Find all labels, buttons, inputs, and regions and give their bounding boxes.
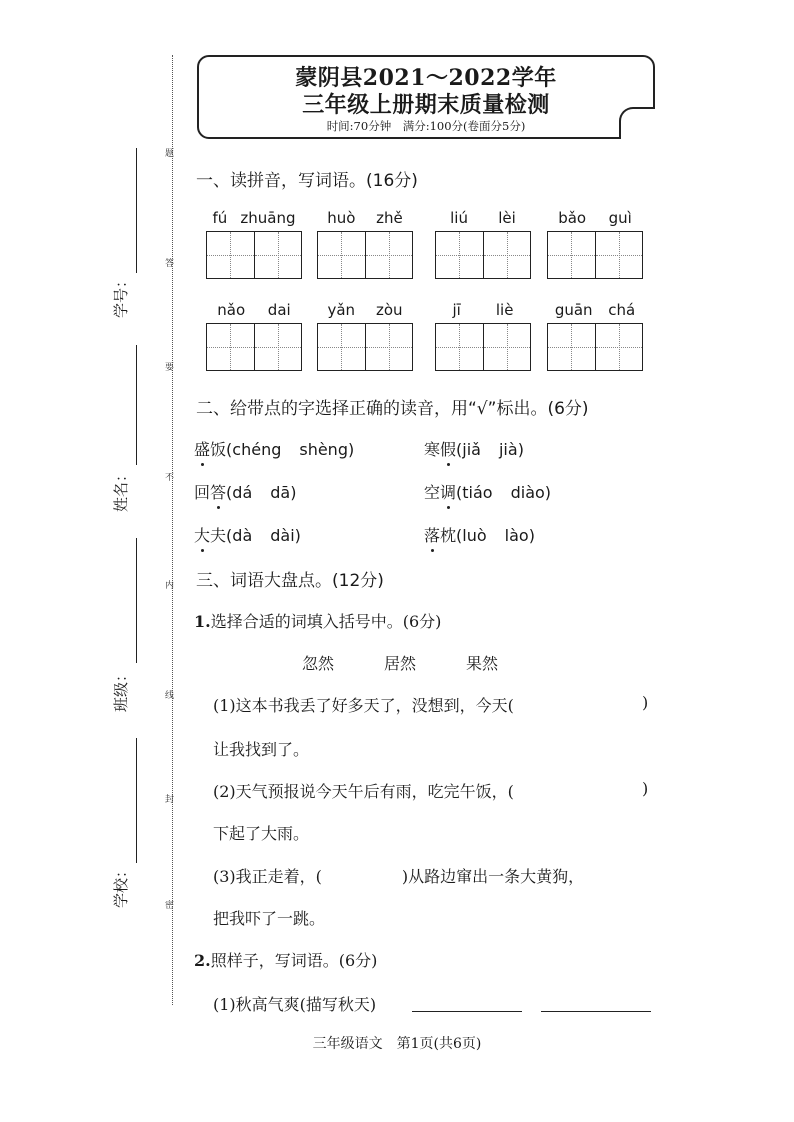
school-field[interactable]: [136, 738, 137, 863]
reading-option[interactable]: dā: [270, 483, 291, 502]
binding-char: 要: [165, 363, 175, 373]
writing-grid[interactable]: [206, 323, 302, 371]
reading-option[interactable]: chéng: [232, 440, 282, 459]
question-2: [194, 948, 377, 971]
pinyin-syllable: zòu: [375, 301, 403, 319]
student-id-label: 学号：: [112, 272, 130, 318]
writing-grid[interactable]: [317, 231, 413, 279]
binding-char: 题: [165, 149, 175, 159]
fill-sentence: 让我找到了。: [213, 740, 310, 759]
binding-char: 线: [165, 691, 175, 701]
class-field[interactable]: [136, 538, 137, 663]
section3-heading: 三、词语大盘点。(12分): [196, 571, 384, 591]
word-choices: [302, 651, 498, 674]
pinyin-syllable: dai: [267, 301, 291, 319]
reading-option[interactable]: tiáo: [462, 483, 493, 502]
question-1: [194, 609, 441, 632]
binding-char: 内: [165, 581, 175, 591]
example-line: (1)秋高气爽(描写秋天): [213, 995, 377, 1014]
pinyin-syllable: zhuāng: [240, 209, 296, 227]
close-paren: ): [642, 779, 649, 798]
fill-sentence: 下起了大雨。: [213, 824, 310, 843]
exam-title-line1: 蒙阴县2021～2022学年: [295, 65, 557, 91]
fill-sentence: (3)我正走着，( )从路边窜出一条大黄狗，: [213, 867, 585, 886]
title-banner: [197, 55, 655, 139]
pinyin-syllable: liè: [495, 301, 514, 319]
pinyin-syllable: fú: [212, 209, 228, 227]
exam-info: 时间:70分钟 满分:100分(卷面分5分): [326, 119, 526, 133]
answer-blank[interactable]: [541, 1011, 651, 1012]
reading-option[interactable]: dá: [232, 483, 253, 502]
reading-item: 大夫(dà dài): [194, 523, 301, 546]
binding-char: 密: [165, 901, 175, 911]
reading-option[interactable]: shèng: [299, 440, 348, 459]
question-text: 照样子，写词语。(6分): [210, 951, 378, 970]
binding-char: 答: [165, 259, 175, 269]
pinyin-syllable: bǎo: [558, 209, 587, 227]
writing-grid[interactable]: [547, 231, 643, 279]
section1-heading: 一、读拼音，写词语。(16分): [196, 171, 418, 191]
reading-option[interactable]: luò: [462, 526, 487, 545]
question-text: 选择合适的词填入括号中。(6分): [210, 612, 442, 631]
pinyin-syllable: jī: [452, 301, 461, 319]
pinyin-syllable: yǎn: [327, 301, 356, 319]
pinyin-syllable: guì: [608, 209, 632, 227]
reading-item: 盛饭(chéng shèng): [194, 437, 354, 460]
question-number: 1.: [194, 612, 211, 631]
name-field[interactable]: [136, 345, 137, 465]
dotted-char: 答: [210, 480, 226, 503]
binding-line: [172, 55, 173, 1005]
exam-title-line2: 三年级上册期末质量检测: [302, 92, 550, 118]
reading-option[interactable]: jiǎ: [462, 440, 481, 459]
writing-grid[interactable]: [435, 231, 531, 279]
reading-item: 落枕(luò lào): [424, 523, 535, 546]
binding-char: 封: [165, 795, 175, 805]
choice-word: 忽然: [302, 654, 335, 673]
pinyin-syllable: chá: [608, 301, 636, 319]
fill-sentence: (1)这本书我丢了好多天了，没想到，今天(: [213, 696, 514, 715]
question-number: 2.: [194, 951, 211, 970]
close-paren: ): [642, 693, 649, 712]
page-curl-decoration: [619, 107, 655, 139]
writing-grid[interactable]: [435, 323, 531, 371]
reading-item: 寒假(jiǎ jià): [424, 437, 524, 460]
page-footer: 三年级语文 第1页(共6页): [312, 1036, 482, 1052]
dotted-char: 盛: [194, 437, 210, 460]
pinyin-syllable: liú: [450, 209, 468, 227]
pinyin-syllable: guān: [554, 301, 593, 319]
pinyin-syllable: zhě: [376, 209, 403, 227]
dotted-char: 调: [440, 480, 456, 503]
dotted-char: 大: [194, 523, 210, 546]
binding-char: 不: [165, 473, 175, 483]
reading-item: 空调(tiáo diào): [424, 480, 551, 503]
writing-grid[interactable]: [547, 323, 643, 371]
reading-option[interactable]: jià: [498, 440, 518, 459]
choice-word: 居然: [384, 654, 417, 673]
school-label: 学校：: [112, 862, 130, 908]
pinyin-syllable: huò: [327, 209, 356, 227]
student-id-field[interactable]: [136, 148, 137, 273]
pinyin-syllable: lèi: [498, 209, 516, 227]
answer-blank[interactable]: [412, 1011, 522, 1012]
fill-sentence: 把我吓了一跳。: [213, 909, 326, 928]
pinyin-syllable: nǎo: [217, 301, 246, 319]
dotted-char: 落: [424, 523, 440, 546]
name-label: 姓名：: [112, 466, 130, 512]
reading-option[interactable]: dài: [270, 526, 295, 545]
section2-heading: 二、给带点的字选择正确的读音，用“√”标出。(6分): [196, 399, 589, 419]
writing-grid[interactable]: [317, 323, 413, 371]
fill-sentence: (2)天气预报说今天午后有雨，吃完午饭，(: [213, 782, 514, 801]
reading-option[interactable]: lào: [504, 526, 529, 545]
choice-word: 果然: [466, 654, 499, 673]
writing-grid[interactable]: [206, 231, 302, 279]
reading-option[interactable]: diào: [510, 483, 545, 502]
reading-option[interactable]: dà: [232, 526, 253, 545]
reading-item: 回答(dá dā): [194, 480, 296, 503]
class-label: 班级：: [112, 666, 130, 712]
dotted-char: 假: [440, 437, 456, 460]
